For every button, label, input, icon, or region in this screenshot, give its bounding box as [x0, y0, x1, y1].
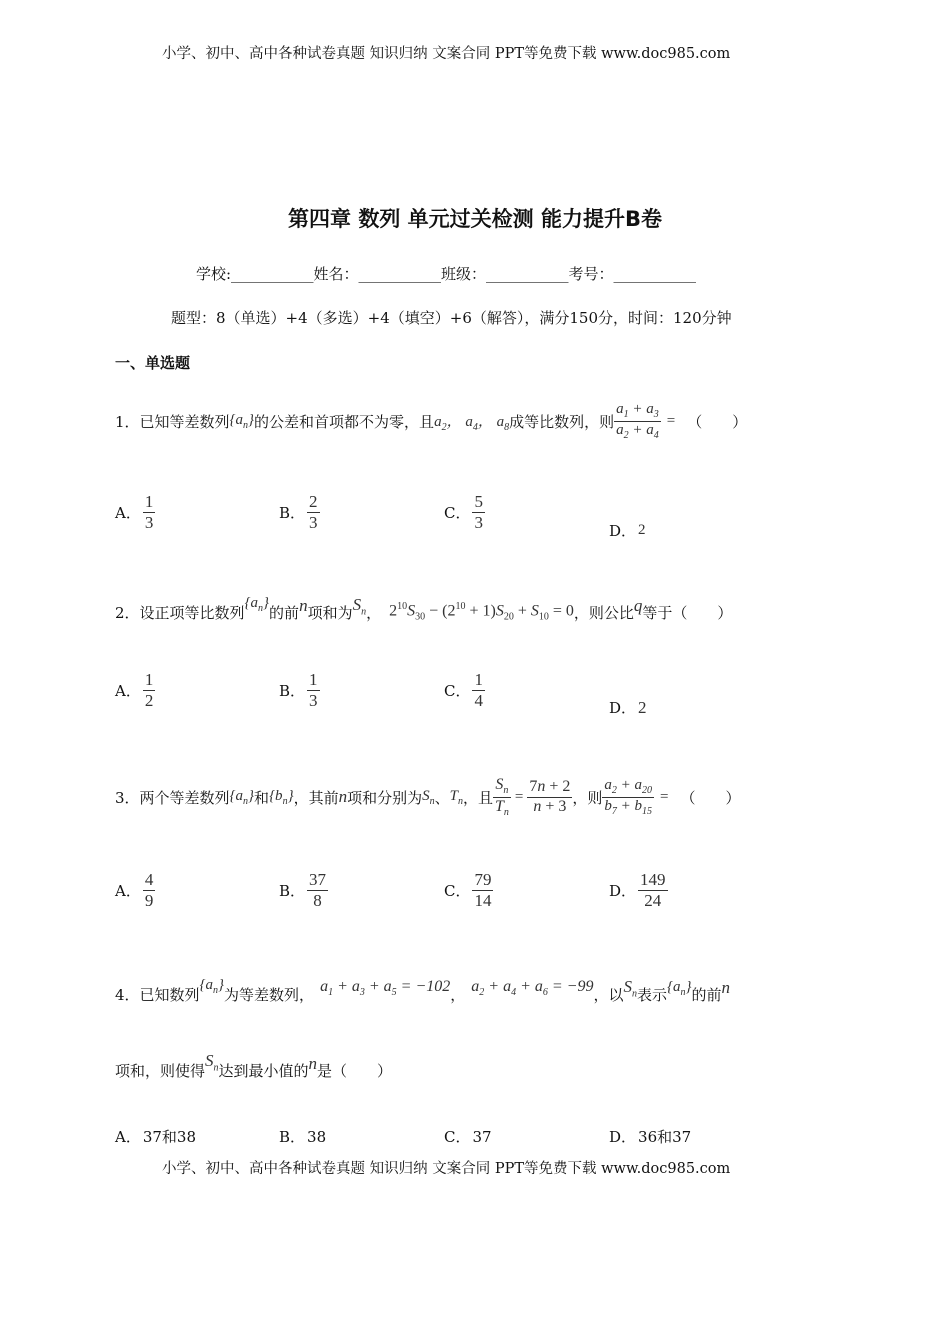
- q3-option-b[interactable]: [279, 870, 328, 910]
- q4-text-8: 达到最小值的: [218, 1061, 309, 1080]
- q4-text-3: ，: [450, 985, 466, 1004]
- page-footer: 小学、初中、高中各种试卷真题 知识归纳 文案合同 PPT等免费下载 www.doc985.com: [162, 1161, 731, 1177]
- numerator: 37: [309, 870, 327, 889]
- q2-text-5: 等于（ ）: [642, 603, 733, 622]
- q2-option-a[interactable]: [115, 670, 155, 710]
- numerator: 2: [309, 492, 318, 511]
- q4-value-2: = −99: [551, 977, 594, 995]
- q4-text-5: 表示: [636, 985, 667, 1004]
- q4-value-1: = −102: [400, 977, 451, 995]
- q4-var-n: n: [721, 978, 730, 997]
- q3-text-5: 、: [434, 788, 450, 807]
- option-value: 37: [472, 1127, 492, 1146]
- q3-var-t: $T_n$: [449, 787, 463, 807]
- denominator: 3: [309, 512, 318, 532]
- option-label: B．: [279, 881, 306, 900]
- q4-text-9: 是（ ）: [317, 1061, 393, 1080]
- q1-text-3: 成等比数列，则: [509, 412, 615, 431]
- exam-type-line: 题型：8（单选）+4（多选）+4（填空）+6（解答），满分150分，时间：120分钟: [171, 309, 732, 327]
- q2-equation: $2^{10}S_{30} - (2^{10} + 1)S_{20} + S_{10} = 0$: [389, 601, 574, 623]
- numerator: 79: [474, 870, 492, 889]
- q3-option-c[interactable]: [444, 870, 493, 910]
- page-header: 小学、初中、高中各种试卷真题 知识归纳 文案合同 PPT等免费下载 www.doc985.com: [162, 46, 731, 62]
- student-info-line: 学校:___________姓名：___________班级：___________考号：___________: [196, 265, 697, 283]
- option-value: 37和38: [142, 1128, 197, 1146]
- q3-text-3: ，其前: [293, 788, 339, 807]
- numerator: 149: [640, 870, 666, 889]
- q3-text-6: ，且: [462, 788, 493, 807]
- denominator: 3: [474, 512, 483, 532]
- q4-sum-even: $a_2 + a_4 + a_6 = -99$: [471, 977, 594, 999]
- numerator: 1: [144, 492, 154, 511]
- q3-option-d[interactable]: [609, 870, 668, 910]
- q1-option-a[interactable]: [115, 492, 155, 532]
- option-label: C．: [444, 503, 471, 522]
- option-label: C．: [444, 881, 471, 900]
- q4-option-d[interactable]: [609, 1126, 691, 1147]
- section-heading-single-choice: 一、单选题: [115, 354, 191, 372]
- q2-text-4: ，则公比: [573, 603, 634, 622]
- question-1: 1．已知等差数列 $\{a_n\}$ 的公差和首项都不为零，且 $a_2$， $a_4$， $a_8$ 成等比数列，则 $\frac{a_1 + a_3}{a_2 + a_4}$ = （ ）: [115, 401, 748, 441]
- option-label: D．: [609, 522, 637, 540]
- question-4-line-1: [115, 976, 730, 1012]
- q3-paren: （ ）: [680, 788, 741, 807]
- denominator: 3: [144, 512, 154, 532]
- option-label: B．: [279, 681, 306, 700]
- q4-option-b[interactable]: [279, 1126, 326, 1147]
- option-label: D．: [609, 699, 637, 717]
- q1-option-c[interactable]: [444, 492, 485, 532]
- option-label: A．: [115, 881, 141, 900]
- numerator: 1: [144, 670, 154, 689]
- q3-var-n: n: [338, 787, 348, 806]
- q2-var-s: $S_n$: [352, 594, 367, 618]
- option-label: D．: [609, 1128, 637, 1146]
- q3-text-1: 3．两个等差数列: [115, 788, 230, 807]
- q4-var-s-2: $S_n$: [205, 1050, 219, 1074]
- question-4-line-2: [115, 1050, 393, 1086]
- q3-text-7: ，则: [572, 788, 603, 807]
- question-2: 2．设正项等比数列 $\{a_n\}$ 的前 n 项和为 $S_n$ ， $2^{10}S_{30} - (2^{10} + 1)S_{20} + S_{10} = 0$ ，则公比 q 等于（ ）: [115, 594, 733, 623]
- q1-text-2: 的公差和首项都不为零，且: [254, 412, 435, 431]
- q3-text-4: 项和分别为: [347, 788, 423, 807]
- q4-option-c[interactable]: [444, 1126, 492, 1147]
- q3-seq-a: $\{a_n\}$: [229, 787, 255, 807]
- q1-expression: $\frac{a_1 + a_3}{a_2 + a_4}$: [616, 401, 659, 441]
- q3-var-s: $S_n$: [422, 787, 435, 807]
- q3-expression: $\frac{a_2 + a_{20}}{b_7 + b_{15}}$: [604, 777, 653, 817]
- denominator: 9: [144, 890, 154, 910]
- option-label: A．: [115, 503, 141, 522]
- q1-option-d[interactable]: [609, 520, 646, 541]
- q3-seq-b: $\{b_n\}$: [269, 787, 294, 807]
- numerator: 5: [474, 492, 483, 511]
- option-value: 2: [638, 522, 646, 538]
- option-label: C．: [444, 1128, 471, 1146]
- q2-option-d[interactable]: [609, 697, 647, 718]
- q4-text-7: 项和，则使得: [115, 1061, 206, 1080]
- q4-text-2: 为等差数列，: [224, 985, 315, 1004]
- page-title: 第四章 数列 单元过关检测 能力提升B卷: [288, 207, 662, 231]
- option-value: 36和37: [638, 1128, 692, 1146]
- q3-ratio-st: $\frac{S_n}{T_n}$: [494, 775, 509, 818]
- q4-sum-odd: $a_1 + a_3 + a_5 = -102$: [320, 977, 451, 999]
- option-value: 2: [638, 697, 647, 717]
- numerator: 1: [309, 670, 318, 689]
- q2-var-n: n: [299, 596, 308, 615]
- q1-seq-a: $\{a_n\}$: [229, 411, 255, 431]
- denominator: 3: [309, 690, 318, 710]
- q1-option-b[interactable]: [279, 492, 320, 532]
- q3-text-2: 和: [254, 788, 270, 807]
- q1-terms: $a_2$， $a_4$， $a_8$: [434, 413, 510, 433]
- denominator: 14: [474, 890, 492, 910]
- q3-option-a[interactable]: [115, 870, 155, 910]
- denominator: 2: [144, 690, 154, 710]
- option-label: B．: [279, 503, 306, 522]
- option-value: 38: [307, 1127, 327, 1146]
- q4-var-n-2: n: [308, 1054, 318, 1073]
- q2-text-3: 项和为: [307, 603, 353, 622]
- q4-seq-a-2: $\{a_n\}$: [666, 978, 692, 998]
- q1-text-1: 1．已知等差数列: [115, 412, 230, 431]
- q4-seq-a: $\{a_n\}$: [199, 976, 225, 996]
- q3-ratio-n: $\frac{7n + 2}{n + 3}$: [529, 778, 571, 815]
- q2-var-q: q: [633, 596, 643, 615]
- numerator: 4: [144, 870, 154, 889]
- denominator: 4: [474, 690, 483, 710]
- q4-text-4: ，以: [593, 985, 624, 1004]
- q2-option-b[interactable]: [279, 670, 320, 710]
- option-label: D．: [609, 881, 637, 900]
- q4-text-6: 的前: [691, 985, 722, 1004]
- option-label: C．: [444, 681, 471, 700]
- q2-text-2: 的前: [269, 603, 300, 622]
- denominator: 24: [644, 890, 662, 910]
- q1-paren: （ ）: [687, 412, 748, 431]
- q4-option-a[interactable]: [115, 1126, 196, 1147]
- numerator: 1: [474, 670, 483, 689]
- option-label: A．: [115, 1128, 141, 1146]
- q4-var-s: $S_n$: [623, 976, 637, 1000]
- question-3: 3．两个等差数列 $\{a_n\}$ 和 $\{b_n\}$ ，其前 n 项和分别为 $S_n$ 、 $T_n$ ，且 $\frac{S_n}{T_n}$ = $\frac{7n + 2}{n + 3}$ ，则 $\frac{a_2 + a_{20}}{b_7 + b_{15}}$ = （ ）: [115, 775, 741, 818]
- q2-text-1: 2．设正项等比数列: [115, 603, 245, 622]
- q4-text-1: 4．已知数列: [115, 985, 200, 1004]
- q2-seq-a: $\{a_n\}$: [244, 594, 270, 614]
- denominator: 8: [313, 890, 322, 910]
- option-label: B．: [279, 1128, 306, 1146]
- q2-option-c[interactable]: [444, 670, 485, 710]
- option-label: A．: [115, 681, 141, 700]
